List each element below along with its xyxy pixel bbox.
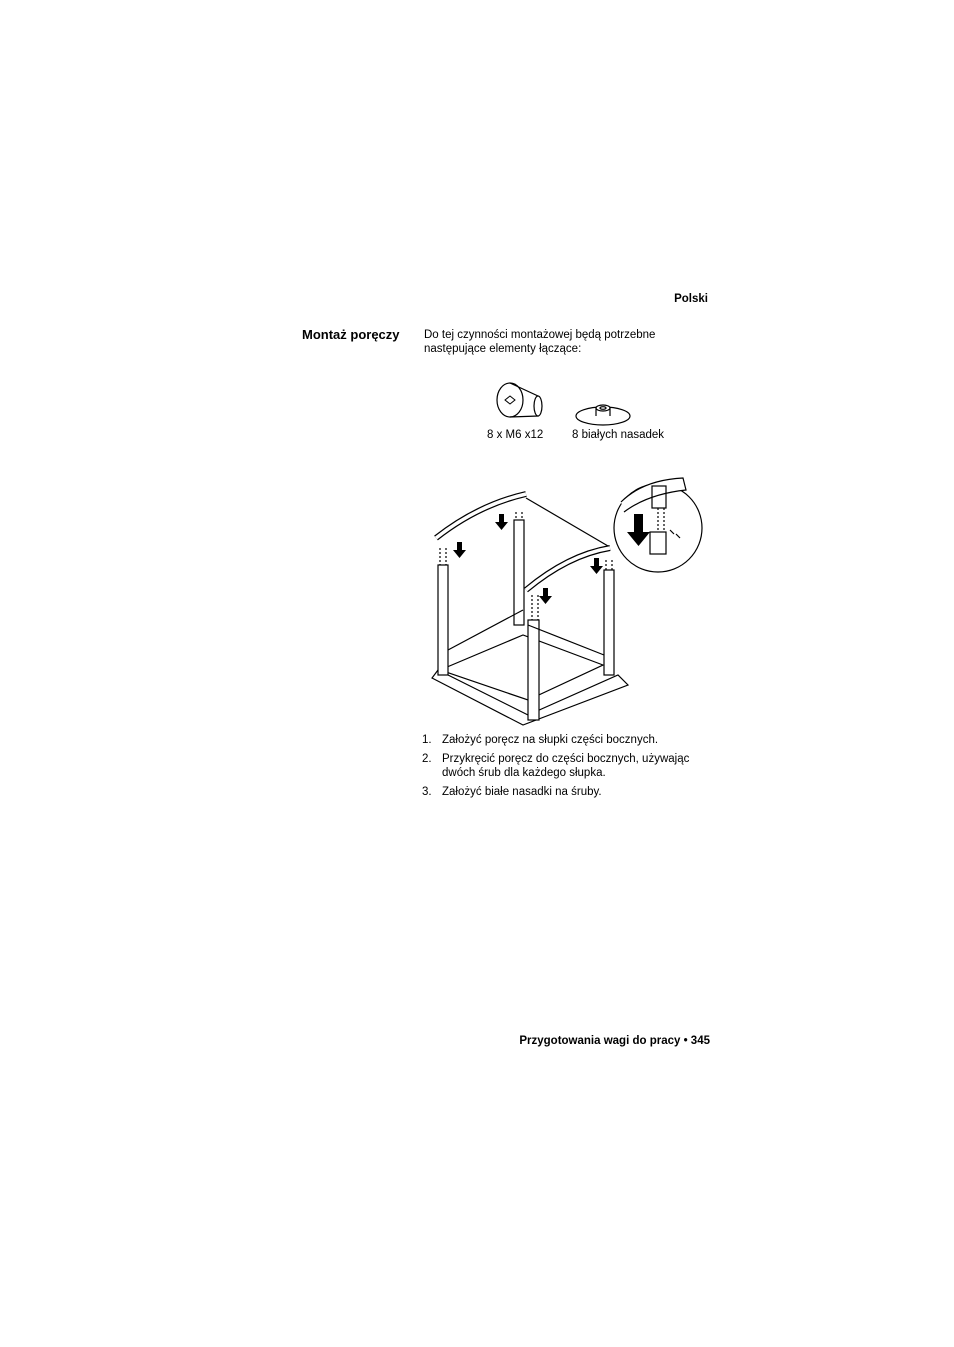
step-text: Założyć poręcz na słupki części bocznych. [442, 734, 659, 746]
fastener-label-screw: 8 x M6 x12 [487, 429, 544, 441]
section-title: Montaż poręczy [302, 327, 400, 342]
step-item [422, 785, 722, 799]
step-number: 2. [422, 753, 432, 765]
step-text: Założyć białe nasadki na śruby. [442, 786, 602, 798]
assembly-steps [422, 733, 722, 804]
cap-icon [576, 405, 630, 425]
step-text: Przykręcić poręcz do części bocznych, używając dwóch śrub dla każdego słupka. [442, 753, 690, 779]
language-label: Polski [674, 293, 708, 305]
detail-magnifier [614, 478, 702, 572]
step-item [422, 752, 722, 780]
fastener-label-cap: 8 białych nasadek [572, 429, 665, 441]
step-number: 3. [422, 786, 432, 798]
step-item [422, 733, 722, 747]
intro-text: Do tej czynności montażowej będą potrzebne następujące elementy łączące: [424, 329, 656, 355]
screw-icon [497, 383, 542, 417]
page-footer: Przygotowania wagi do pracy • 345 [519, 1035, 710, 1047]
step-number: 1. [422, 734, 432, 746]
handrail-assembly-diagram [428, 470, 708, 735]
